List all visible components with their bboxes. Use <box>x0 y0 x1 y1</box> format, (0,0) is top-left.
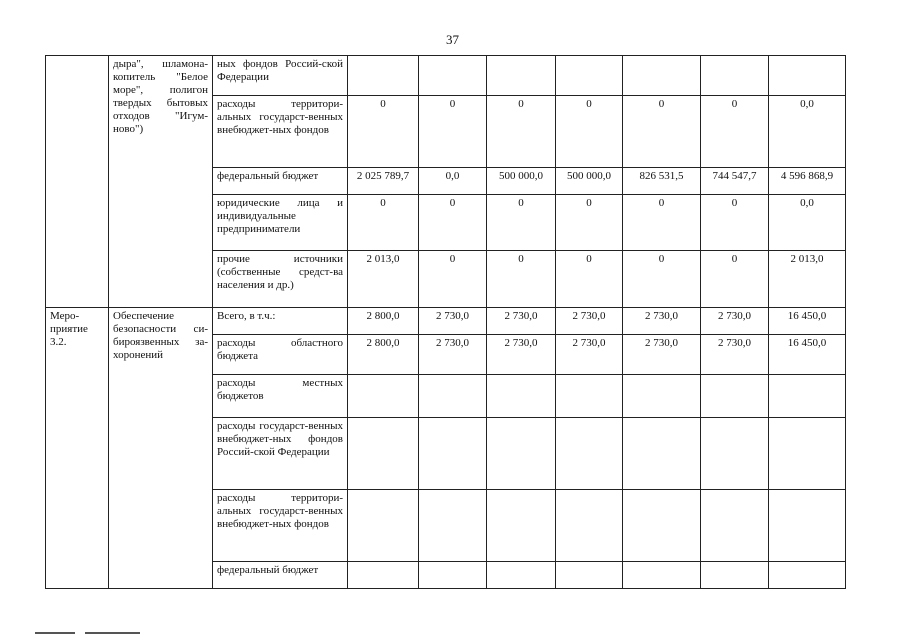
value-cell <box>701 56 769 96</box>
value-cell: 2 025 789,7 <box>348 168 419 195</box>
funding-source-cell: расходы областного бюджета <box>213 335 348 375</box>
value-cell: 0 <box>348 195 419 251</box>
value-cell: 0 <box>556 96 623 168</box>
scan-edge-mark <box>85 632 140 634</box>
page-number: 37 <box>446 32 459 47</box>
value-cell <box>487 562 556 589</box>
value-cell: 500 000,0 <box>556 168 623 195</box>
value-cell <box>487 375 556 418</box>
value-cell <box>623 418 701 490</box>
value-cell: 744 547,7 <box>701 168 769 195</box>
value-cell <box>487 56 556 96</box>
value-cell: 2 730,0 <box>701 335 769 375</box>
funding-source-cell: расходы территори-альных государст-венных внебюджет-ных фондов <box>213 96 348 168</box>
value-cell: 2 730,0 <box>419 335 487 375</box>
budget-table <box>45 55 846 589</box>
value-cell <box>419 418 487 490</box>
value-cell: 2 730,0 <box>701 308 769 335</box>
value-cell: 826 531,5 <box>623 168 701 195</box>
value-cell <box>623 562 701 589</box>
value-cell <box>701 418 769 490</box>
value-cell <box>769 375 846 418</box>
value-cell: 0 <box>419 195 487 251</box>
value-cell: 0 <box>556 251 623 308</box>
value-cell <box>348 418 419 490</box>
activity-name-cell: Обеспечение безопасности си-бироязвенных за-хоронений <box>109 308 213 589</box>
funding-source-cell: расходы территори-альных государст-венных внебюджет-ных фондов <box>213 490 348 562</box>
value-cell <box>769 562 846 589</box>
activity-name-cell: дыра", шламона-копитель "Белое море", полигон твердых бытовых отходов "Игум-ново") <box>109 56 213 308</box>
value-cell <box>556 375 623 418</box>
value-cell <box>556 56 623 96</box>
value-cell: 16 450,0 <box>769 308 846 335</box>
funding-source-cell: прочие источники (собственные средст-ва населения и др.) <box>213 251 348 308</box>
value-cell: 0 <box>701 195 769 251</box>
table-row <box>46 56 846 96</box>
value-cell: 2 800,0 <box>348 335 419 375</box>
value-cell: 2 730,0 <box>556 335 623 375</box>
value-cell: 0 <box>487 195 556 251</box>
value-cell: 0 <box>487 96 556 168</box>
value-cell: 500 000,0 <box>487 168 556 195</box>
funding-source-cell: юридические лица и индивидуальные предприниматели <box>213 195 348 251</box>
value-cell <box>623 56 701 96</box>
value-cell <box>769 490 846 562</box>
funding-source-cell: федеральный бюджет <box>213 562 348 589</box>
value-cell: 0,0 <box>769 96 846 168</box>
funding-source-cell: федеральный бюджет <box>213 168 348 195</box>
value-cell: 0 <box>419 251 487 308</box>
value-cell: 0 <box>623 195 701 251</box>
funding-source-cell: расходы местных бюджетов <box>213 375 348 418</box>
value-cell <box>623 490 701 562</box>
value-cell: 16 450,0 <box>769 335 846 375</box>
funding-source-cell: ных фондов Россий-ской Федерации <box>213 56 348 96</box>
value-cell: 0 <box>419 96 487 168</box>
value-cell: 0 <box>701 251 769 308</box>
activity-number-cell: Меро-приятие 3.2. <box>46 308 109 589</box>
value-cell: 2 730,0 <box>419 308 487 335</box>
value-cell <box>419 490 487 562</box>
value-cell <box>419 56 487 96</box>
value-cell <box>348 56 419 96</box>
value-cell: 2 730,0 <box>556 308 623 335</box>
value-cell <box>348 375 419 418</box>
value-cell <box>419 562 487 589</box>
value-cell <box>419 375 487 418</box>
value-cell: 2 730,0 <box>487 308 556 335</box>
value-cell <box>348 562 419 589</box>
value-cell <box>701 375 769 418</box>
value-cell <box>701 562 769 589</box>
value-cell: 0 <box>556 195 623 251</box>
value-cell <box>701 490 769 562</box>
value-cell: 0,0 <box>419 168 487 195</box>
value-cell: 2 013,0 <box>769 251 846 308</box>
value-cell <box>556 562 623 589</box>
scan-edge-mark <box>35 632 75 634</box>
table-row <box>46 308 846 335</box>
value-cell: 2 013,0 <box>348 251 419 308</box>
value-cell <box>556 418 623 490</box>
value-cell <box>556 490 623 562</box>
activity-number-cell <box>46 56 109 308</box>
value-cell <box>348 490 419 562</box>
value-cell <box>769 56 846 96</box>
value-cell: 2 730,0 <box>623 308 701 335</box>
value-cell: 2 800,0 <box>348 308 419 335</box>
value-cell: 0 <box>487 251 556 308</box>
value-cell: 0 <box>623 96 701 168</box>
value-cell: 2 730,0 <box>487 335 556 375</box>
value-cell: 0 <box>348 96 419 168</box>
funding-source-cell: расходы государст-венных внебюджет-ных фондов Россий-ской Федерации <box>213 418 348 490</box>
value-cell <box>487 490 556 562</box>
value-cell <box>487 418 556 490</box>
value-cell: 0 <box>701 96 769 168</box>
value-cell: 4 596 868,9 <box>769 168 846 195</box>
value-cell <box>623 375 701 418</box>
value-cell: 2 730,0 <box>623 335 701 375</box>
value-cell: 0 <box>623 251 701 308</box>
funding-source-cell: Всего, в т.ч.: <box>213 308 348 335</box>
value-cell: 0,0 <box>769 195 846 251</box>
value-cell <box>769 418 846 490</box>
